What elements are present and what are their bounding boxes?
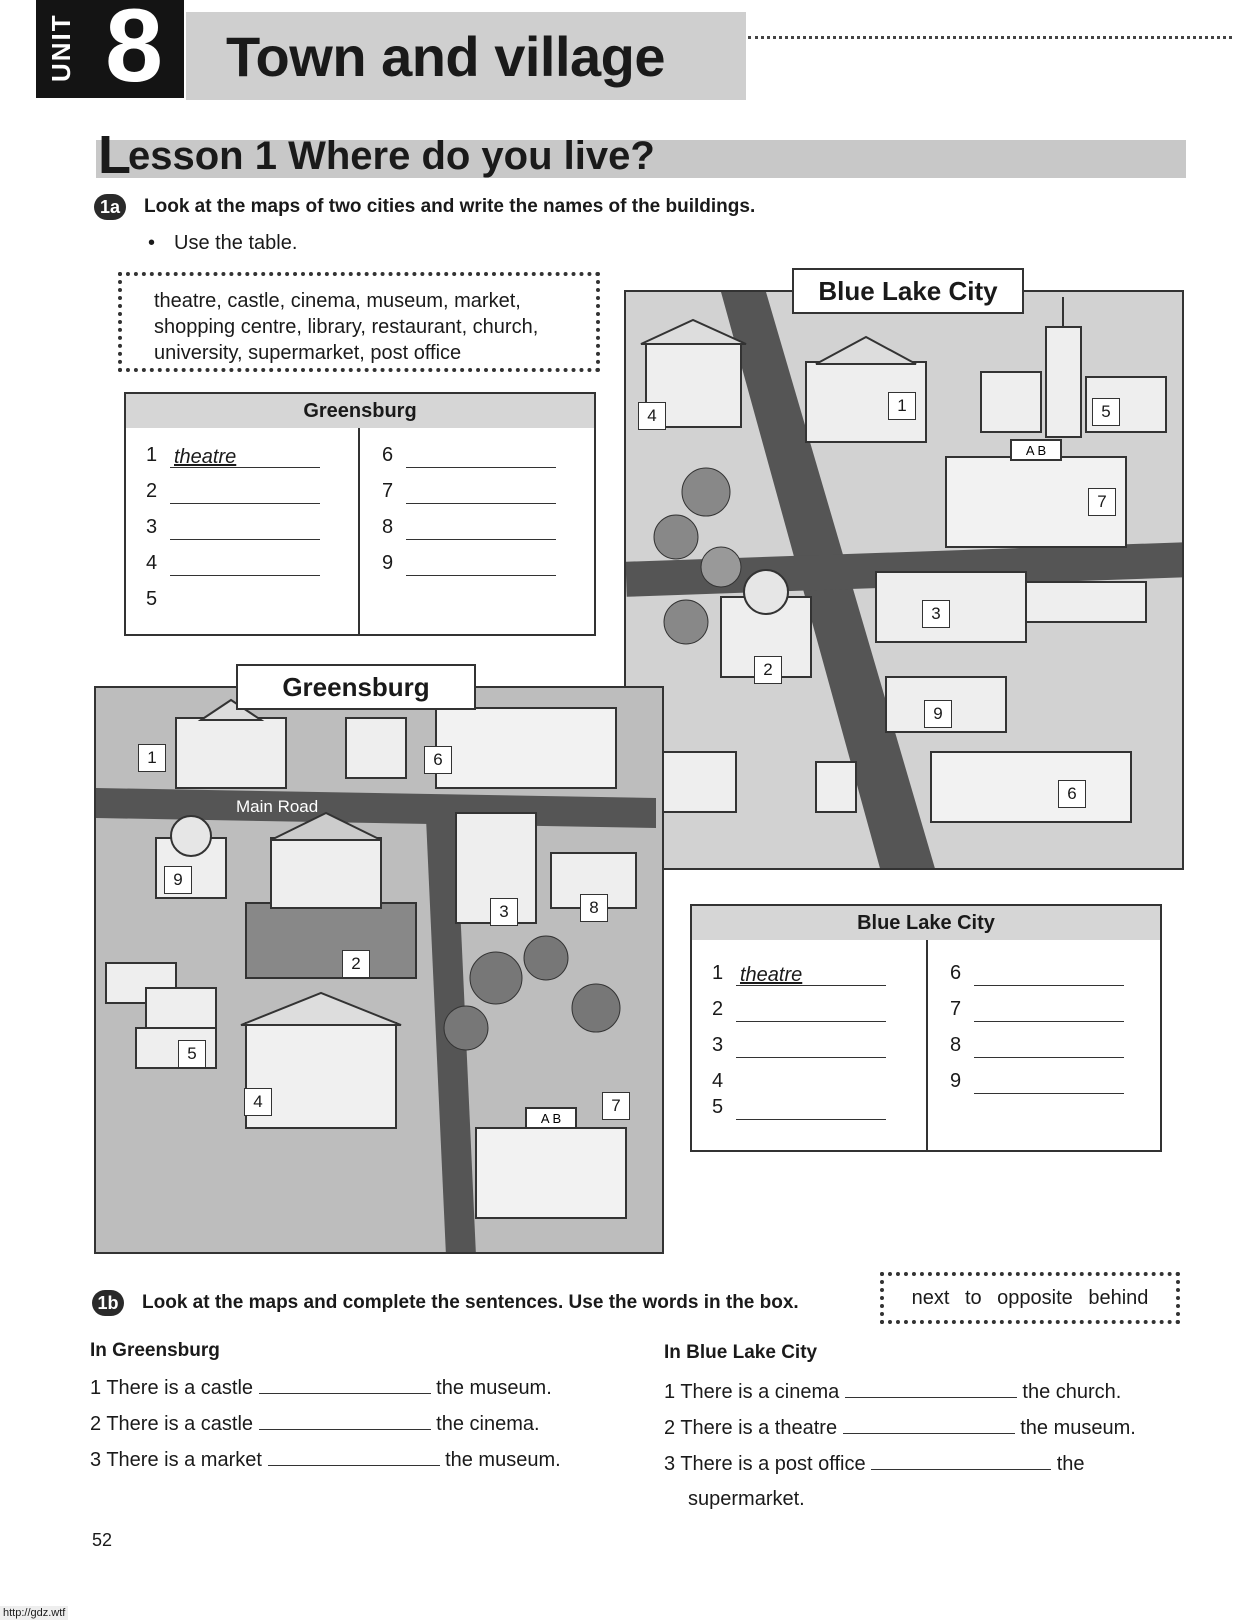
table-header: Greensburg xyxy=(126,394,594,428)
greensburg-map-illustration xyxy=(96,688,664,1254)
table-divider xyxy=(358,428,360,636)
word-box-line: shopping centre, library, restaurant, church, xyxy=(154,316,539,338)
word-box-line: theatre, castle, cinema, museum, market, xyxy=(154,290,521,312)
answer-field[interactable] xyxy=(974,964,1124,986)
answer-field[interactable] xyxy=(736,1036,886,1058)
table-row xyxy=(950,960,1124,986)
map-number: 6 xyxy=(424,746,452,774)
blank-field[interactable] xyxy=(845,1380,1017,1398)
watermark-link: http://gdz.wtf xyxy=(0,1606,68,1620)
row-number: 6 xyxy=(950,962,962,984)
exercise-instruction-1a: Look at the maps of two cities and write the names of the buildings. xyxy=(144,196,756,217)
row-number: 9 xyxy=(950,1070,962,1092)
lesson-title: esson 1 Where do you live? xyxy=(128,134,655,178)
blank-field[interactable] xyxy=(259,1376,431,1394)
sentence-start: 3 There is a post office xyxy=(664,1453,866,1475)
sentence-start: 2 There is a theatre xyxy=(664,1417,838,1439)
sentence-row xyxy=(664,1380,1121,1404)
map-number: 4 xyxy=(638,402,666,430)
sentence-end: the museum. xyxy=(1020,1417,1136,1439)
answer-field[interactable] xyxy=(170,482,320,504)
blank-field[interactable] xyxy=(871,1452,1051,1470)
sentence-continuation: supermarket. xyxy=(688,1488,805,1510)
blue-lake-city-table xyxy=(690,904,1162,1152)
table-divider xyxy=(926,940,928,1152)
blank-field[interactable] xyxy=(843,1416,1015,1434)
sentence-start: 1 There is a cinema xyxy=(664,1381,840,1403)
table-row xyxy=(950,996,1124,1022)
row-number: 1 xyxy=(712,962,724,984)
unit-number: 8 xyxy=(105,0,163,104)
bullet-dot: • xyxy=(148,232,156,254)
blank-field[interactable] xyxy=(259,1412,431,1430)
sentence-end: the church. xyxy=(1022,1381,1122,1403)
blue-lake-map-label: Blue Lake City xyxy=(792,268,1024,314)
sentence-row xyxy=(90,1412,540,1436)
sentence-end: the xyxy=(1056,1453,1085,1475)
answer-field[interactable] xyxy=(406,446,556,468)
table-row xyxy=(712,1068,886,1094)
sentence-end: the cinema. xyxy=(436,1413,540,1435)
answer-field[interactable] xyxy=(736,1000,886,1022)
row-number: 4 xyxy=(712,1070,724,1092)
answer-field[interactable]: theatre xyxy=(170,446,320,468)
row-number: 6 xyxy=(382,444,394,466)
row-number: 2 xyxy=(712,998,724,1020)
exercise-badge-1b: 1b xyxy=(92,1290,124,1316)
answer-field[interactable] xyxy=(170,518,320,540)
row-number: 4 xyxy=(146,552,158,574)
greensburg-table xyxy=(124,392,596,636)
row-number: 8 xyxy=(950,1034,962,1056)
answer-field[interactable] xyxy=(974,1036,1124,1058)
answer-field[interactable] xyxy=(974,1000,1124,1022)
map-number: 5 xyxy=(178,1040,206,1068)
title-divider xyxy=(748,36,1232,39)
row-number: 1 xyxy=(146,444,158,466)
exercise-bullet: Use the table. xyxy=(174,232,298,254)
sentence-row xyxy=(90,1448,561,1472)
map-number: 3 xyxy=(922,600,950,628)
table-row xyxy=(146,478,320,504)
road-label: Main Road xyxy=(236,797,319,816)
cinema-sign: A B xyxy=(1025,443,1047,458)
sentence-end: the museum. xyxy=(445,1449,561,1471)
table-row xyxy=(382,442,556,468)
map-number: 1 xyxy=(888,392,916,420)
row-number: 7 xyxy=(950,998,962,1020)
answer-field[interactable] xyxy=(406,518,556,540)
blue-lake-city-map xyxy=(624,290,1184,870)
table-row xyxy=(146,442,320,468)
map-number: 8 xyxy=(580,894,608,922)
blue-lake-map-illustration xyxy=(626,292,1184,870)
exercise-badge-1a: 1a xyxy=(94,194,126,220)
answer-field[interactable] xyxy=(736,1072,886,1094)
greensburg-map-label: Greensburg xyxy=(236,664,476,710)
row-number: 5 xyxy=(146,588,158,610)
sentence-start: 3 There is a market xyxy=(90,1449,262,1471)
sentence-start: 1 There is a castle xyxy=(90,1377,254,1399)
sentence-row xyxy=(664,1452,1085,1476)
answer-field[interactable] xyxy=(406,482,556,504)
map-number: 5 xyxy=(1092,398,1120,426)
page-number: 52 xyxy=(92,1530,113,1550)
blank-field[interactable] xyxy=(268,1448,440,1466)
sentence-start: 2 There is a castle xyxy=(90,1413,254,1435)
answer-field[interactable] xyxy=(974,1072,1124,1094)
row-number: 9 xyxy=(382,552,394,574)
map-number: 7 xyxy=(1088,488,1116,516)
map-number: 1 xyxy=(138,744,166,772)
sentence-row xyxy=(90,1376,552,1400)
table-row xyxy=(712,1094,886,1120)
map-number: 9 xyxy=(924,700,952,728)
map-number: 6 xyxy=(1058,780,1086,808)
table-row xyxy=(146,586,320,612)
exercise-instruction-1b: Look at the maps and complete the sentences. Use the words in the box. xyxy=(142,1292,799,1313)
page-title: Town and village xyxy=(226,25,666,88)
table-row xyxy=(382,478,556,504)
map-number: 4 xyxy=(244,1088,272,1116)
word-box xyxy=(118,272,600,372)
map-number: 2 xyxy=(754,656,782,684)
row-number: 2 xyxy=(146,480,158,502)
word-box-1b: next to opposite behind xyxy=(880,1272,1180,1324)
row-number: 3 xyxy=(146,516,158,538)
table-row xyxy=(382,514,556,540)
sentence-end: the museum. xyxy=(436,1377,552,1399)
word-box-line: university, supermarket, post office xyxy=(154,342,462,364)
table-row xyxy=(382,550,556,576)
table-row xyxy=(712,1032,886,1058)
unit-word: UNIT xyxy=(46,13,76,83)
row-number: 7 xyxy=(382,480,394,502)
row-number: 5 xyxy=(712,1096,724,1118)
answer-field[interactable]: theatre xyxy=(736,964,886,986)
lesson-initial: L xyxy=(98,125,131,185)
table-header: Blue Lake City xyxy=(692,906,1160,940)
sentence-row xyxy=(664,1416,1136,1440)
greensburg-map xyxy=(94,686,664,1254)
table-row xyxy=(146,514,320,540)
map-number: 7 xyxy=(602,1092,630,1120)
answer-field[interactable] xyxy=(170,590,320,612)
table-row xyxy=(712,996,886,1022)
answer-field[interactable] xyxy=(170,554,320,576)
map-number: 3 xyxy=(490,898,518,926)
table-row xyxy=(146,550,320,576)
table-row xyxy=(950,1032,1124,1058)
section-heading-blue-lake: In Blue Lake City xyxy=(664,1342,818,1363)
table-row xyxy=(712,960,886,986)
section-heading-greensburg: In Greensburg xyxy=(90,1340,220,1361)
map-number: 2 xyxy=(342,950,370,978)
row-number: 8 xyxy=(382,516,394,538)
answer-field[interactable] xyxy=(406,554,556,576)
table-row xyxy=(950,1068,1124,1094)
cinema-sign: A B xyxy=(540,1111,562,1126)
answer-field[interactable] xyxy=(736,1098,886,1120)
row-number: 3 xyxy=(712,1034,724,1056)
map-number: 9 xyxy=(164,866,192,894)
